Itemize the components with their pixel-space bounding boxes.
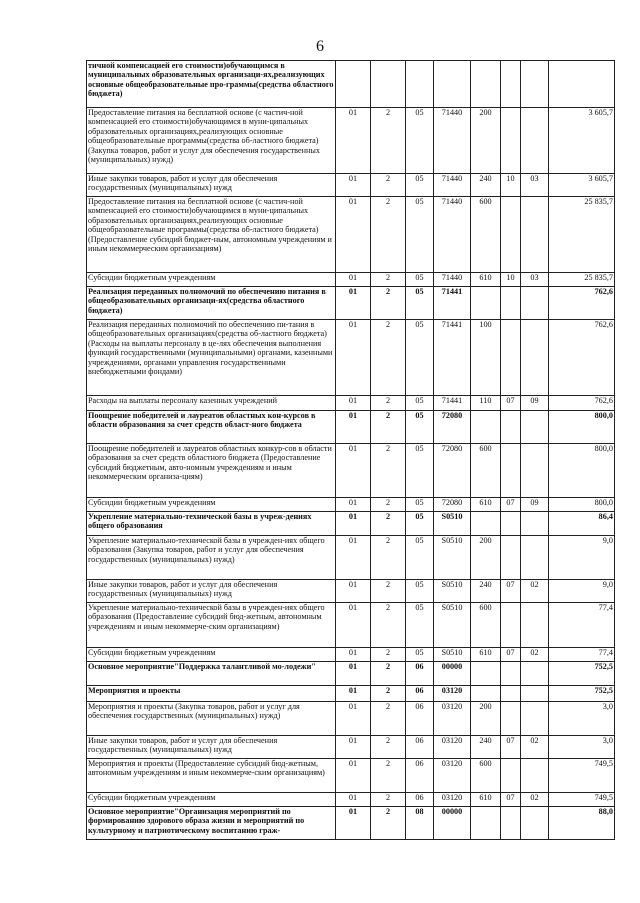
subprogram-code-cell: 2: [371, 807, 406, 840]
main-event-code-cell: 05: [406, 536, 434, 580]
main-event-code-cell: 05: [406, 603, 434, 648]
subsection-code-cell: [521, 603, 549, 648]
subprogram-code-cell: 2: [371, 603, 406, 648]
subsection-code-cell: [521, 686, 549, 702]
table-row: [87, 444, 615, 498]
amount-cell: 3 605,7: [549, 174, 615, 197]
section-code-cell: [501, 702, 521, 736]
expense-type-code-cell: 600: [471, 603, 501, 648]
expense-type-code-cell: [471, 807, 501, 840]
table-row: [87, 108, 615, 174]
subprogram-code-cell: 2: [371, 498, 406, 512]
subprogram-code-cell: 2: [371, 512, 406, 536]
section-code-cell: [501, 662, 521, 686]
direction-code-cell: 00000: [434, 662, 471, 686]
program-code-cell: 01: [336, 686, 371, 702]
program-code-cell: 01: [336, 498, 371, 512]
main-event-code-cell: 06: [406, 662, 434, 686]
subsection-code-cell: 09: [521, 396, 549, 411]
main-event-code-cell: 06: [406, 759, 434, 793]
expense-type-code-cell: 610: [471, 273, 501, 287]
row-name-cell: Реализация переданных полномочий по обеспечению питания в общеобразовательных организаци-ях(средства областного бюджета): [87, 287, 336, 320]
program-code-cell: 01: [336, 174, 371, 197]
expense-type-code-cell: 240: [471, 174, 501, 197]
row-name-cell: Субсидии бюджетным учреждениям: [87, 648, 336, 662]
main-event-code-cell: 06: [406, 793, 434, 807]
expense-type-code-cell: [471, 686, 501, 702]
direction-code-cell: 72080: [434, 444, 471, 498]
section-code-cell: [501, 536, 521, 580]
amount-cell: 3,0: [549, 702, 615, 736]
direction-code-cell: 00000: [434, 807, 471, 840]
expense-type-code-cell: [471, 662, 501, 686]
main-event-code-cell: [406, 61, 434, 108]
subsection-code-cell: [521, 759, 549, 793]
row-name-cell: Мероприятия и проекты (Закупка товаров, работ и услуг для обеспечения государственных (муниципальных) нужд): [87, 702, 336, 736]
section-code-cell: [501, 411, 521, 444]
subprogram-code-cell: 2: [371, 444, 406, 498]
table-row: [87, 512, 615, 536]
subprogram-code-cell: 2: [371, 736, 406, 759]
row-name-cell: Иные закупки товаров, работ и услуг для обеспечения государственных (муниципальных) нужд: [87, 580, 336, 603]
expense-type-code-cell: 600: [471, 197, 501, 273]
row-name-cell: Укрепление материально-технической базы в учрежден-иях общего образования (Предоставление субсидий бюд-жетным, автономным учреждениям и иным некоммерче-ским организациям): [87, 603, 336, 648]
subprogram-code-cell: 2: [371, 662, 406, 686]
row-name-cell: Иные закупки товаров, работ и услуг для обеспечения государственных (муниципальных) нужд: [87, 736, 336, 759]
program-code-cell: 01: [336, 108, 371, 174]
section-code-cell: 07: [501, 736, 521, 759]
direction-code-cell: S0510: [434, 580, 471, 603]
amount-cell: 762,6: [549, 287, 615, 320]
main-event-code-cell: 06: [406, 736, 434, 759]
row-name-cell: Реализация переданных полномочий по обеспечению пи-тания в общеобразовательных организациях(средства об-ластного бюджета) (Расходы на выплаты персоналу в це-лях обеспечения выполнения функций государственными (муниципальными) органами, казенными учреждениями, органами управления государственными внебюджетными фондами): [87, 320, 336, 396]
amount-cell: 749,5: [549, 759, 615, 793]
amount-cell: 3,0: [549, 736, 615, 759]
section-code-cell: [501, 807, 521, 840]
subsection-code-cell: [521, 287, 549, 320]
section-code-cell: [501, 108, 521, 174]
row-name-cell: Субсидии бюджетным учреждениям: [87, 793, 336, 807]
row-name-cell: Мероприятия и проекты: [87, 686, 336, 702]
table-row: [87, 498, 615, 512]
section-code-cell: [501, 197, 521, 273]
row-name-cell: Предоставление питания на бесплатной основе (с частич-ной компенсацией его стоимости)обучающимся в муни-ципальных образовательных организациях,реализующих основные общеобразовательные программы(средства об-ластного бюджета) (Предоставление субсидий бюджет-ным, автономным учреждениям и иным некоммерческим организациям): [87, 197, 336, 273]
main-event-code-cell: 05: [406, 174, 434, 197]
subprogram-code-cell: 2: [371, 273, 406, 287]
amount-cell: 9,0: [549, 536, 615, 580]
program-code-cell: 01: [336, 287, 371, 320]
main-event-code-cell: 05: [406, 197, 434, 273]
section-code-cell: [501, 444, 521, 498]
program-code-cell: 01: [336, 197, 371, 273]
expense-type-code-cell: [471, 287, 501, 320]
subsection-code-cell: [521, 61, 549, 108]
expense-type-code-cell: 600: [471, 759, 501, 793]
row-name-cell: Основное мероприятие"Поддержка талантливой мо-лодежи": [87, 662, 336, 686]
row-name-cell: Поощрение победителей и лауреатов областных конкур-сов в области образования за счет средств областного бюджета (Предоставление субсидий бюджетным, авто-номным учреждениям и иным некоммерческим организа-циям): [87, 444, 336, 498]
direction-code-cell: 72080: [434, 498, 471, 512]
amount-cell: 77,4: [549, 648, 615, 662]
amount-cell: 762,6: [549, 320, 615, 396]
main-event-code-cell: 05: [406, 498, 434, 512]
direction-code-cell: [434, 61, 471, 108]
amount-cell: 88,0: [549, 807, 615, 840]
direction-code-cell: 72080: [434, 411, 471, 444]
direction-code-cell: 71440: [434, 197, 471, 273]
amount-cell: 9,0: [549, 580, 615, 603]
subsection-code-cell: 09: [521, 498, 549, 512]
table-row: [87, 197, 615, 273]
row-name-cell: Субсидии бюджетным учреждениям: [87, 498, 336, 512]
table-row: [87, 273, 615, 287]
table-row: [87, 662, 615, 686]
main-event-code-cell: 05: [406, 396, 434, 411]
amount-cell: 800,0: [549, 444, 615, 498]
section-code-cell: 07: [501, 580, 521, 603]
section-code-cell: 10: [501, 174, 521, 197]
expense-type-code-cell: [471, 512, 501, 536]
subsection-code-cell: [521, 702, 549, 736]
main-event-code-cell: 05: [406, 444, 434, 498]
direction-code-cell: 03120: [434, 736, 471, 759]
program-code-cell: 01: [336, 320, 371, 396]
direction-code-cell: 71440: [434, 273, 471, 287]
main-event-code-cell: 06: [406, 702, 434, 736]
section-code-cell: 07: [501, 396, 521, 411]
main-event-code-cell: 05: [406, 273, 434, 287]
expense-type-code-cell: 610: [471, 498, 501, 512]
table-row: [87, 648, 615, 662]
table-row: [87, 702, 615, 736]
expense-type-code-cell: 240: [471, 736, 501, 759]
row-name-cell: Основное мероприятие"Организация мероприятий по формированию здорового образа жизни и мероприятий по культурному и патриотическому воспитанию граж-: [87, 807, 336, 840]
amount-cell: 86,4: [549, 512, 615, 536]
program-code-cell: 01: [336, 396, 371, 411]
subsection-code-cell: [521, 512, 549, 536]
section-code-cell: 10: [501, 273, 521, 287]
section-code-cell: [501, 686, 521, 702]
main-event-code-cell: 08: [406, 807, 434, 840]
direction-code-cell: 03120: [434, 793, 471, 807]
table-row: [87, 736, 615, 759]
table-row: [87, 580, 615, 603]
table-row: [87, 793, 615, 807]
expense-type-code-cell: 610: [471, 793, 501, 807]
table-row: [87, 603, 615, 648]
amount-cell: [549, 61, 615, 108]
row-name-cell: Укрепление материально-технической базы в учрежден-иях общего образования (Закупка товаров, работ и услуг для обеспечения государственных (муниципальных) нужд): [87, 536, 336, 580]
program-code-cell: 01: [336, 793, 371, 807]
section-code-cell: [501, 61, 521, 108]
section-code-cell: [501, 287, 521, 320]
subsection-code-cell: [521, 108, 549, 174]
expense-type-code-cell: 610: [471, 648, 501, 662]
table-row: [87, 536, 615, 580]
section-code-cell: [501, 759, 521, 793]
subsection-code-cell: [521, 197, 549, 273]
subsection-code-cell: 02: [521, 648, 549, 662]
direction-code-cell: S0510: [434, 603, 471, 648]
section-code-cell: [501, 603, 521, 648]
main-event-code-cell: 06: [406, 686, 434, 702]
subprogram-code-cell: 2: [371, 287, 406, 320]
program-code-cell: 01: [336, 411, 371, 444]
subsection-code-cell: [521, 536, 549, 580]
table-row: [87, 686, 615, 702]
amount-cell: 800,0: [549, 411, 615, 444]
amount-cell: 800,0: [549, 498, 615, 512]
expense-type-code-cell: 200: [471, 536, 501, 580]
table-row: [87, 287, 615, 320]
amount-cell: 749,5: [549, 793, 615, 807]
row-name-cell: Укрепление материально-технической базы в учреж-дениях общего образования: [87, 512, 336, 536]
main-event-code-cell: 05: [406, 411, 434, 444]
subsection-code-cell: 02: [521, 736, 549, 759]
table-row: [87, 411, 615, 444]
direction-code-cell: 03120: [434, 686, 471, 702]
direction-code-cell: 71441: [434, 287, 471, 320]
row-name-cell: Иные закупки товаров, работ и услуг для обеспечения государственных (муниципальных) нужд: [87, 174, 336, 197]
program-code-cell: 01: [336, 736, 371, 759]
subsection-code-cell: 03: [521, 174, 549, 197]
amount-cell: 3 605,7: [549, 108, 615, 174]
program-code-cell: 01: [336, 580, 371, 603]
subprogram-code-cell: 2: [371, 793, 406, 807]
subprogram-code-cell: 2: [371, 411, 406, 444]
subprogram-code-cell: 2: [371, 759, 406, 793]
subprogram-code-cell: 2: [371, 536, 406, 580]
row-name-cell: Расходы на выплаты персоналу казенных учреждений: [87, 396, 336, 411]
table-row: [87, 320, 615, 396]
program-code-cell: 01: [336, 273, 371, 287]
subsection-code-cell: 03: [521, 273, 549, 287]
direction-code-cell: S0510: [434, 648, 471, 662]
row-name-cell: Поощрение победителей и лауреатов областных кон-курсов в области образования за счет средств област-ного бюджета: [87, 411, 336, 444]
direction-code-cell: S0510: [434, 512, 471, 536]
program-code-cell: 01: [336, 759, 371, 793]
subprogram-code-cell: [371, 61, 406, 108]
program-code-cell: 01: [336, 444, 371, 498]
row-name-cell: Предоставление питания на бесплатной основе (с частич-ной компенсацией его стоимости)обучающимся в муни-ципальных образовательных организациях,реализующих основные общеобразовательные программы(средства об-ластного бюджета) (Закупка товаров, работ и услуг для обеспечения государственных (муниципальных) нужд): [87, 108, 336, 174]
program-code-cell: 01: [336, 512, 371, 536]
row-name-cell: Субсидии бюджетным учреждениям: [87, 273, 336, 287]
section-code-cell: 07: [501, 498, 521, 512]
subsection-code-cell: [521, 444, 549, 498]
subprogram-code-cell: 2: [371, 108, 406, 174]
main-event-code-cell: 05: [406, 580, 434, 603]
direction-code-cell: 03120: [434, 702, 471, 736]
expense-type-code-cell: 240: [471, 580, 501, 603]
amount-cell: 752,5: [549, 662, 615, 686]
program-code-cell: 01: [336, 648, 371, 662]
subprogram-code-cell: 2: [371, 702, 406, 736]
table-row: [87, 396, 615, 411]
expense-type-code-cell: 200: [471, 108, 501, 174]
section-code-cell: [501, 512, 521, 536]
subprogram-code-cell: 2: [371, 396, 406, 411]
table-row: [87, 759, 615, 793]
amount-cell: 752,5: [549, 686, 615, 702]
subsection-code-cell: [521, 807, 549, 840]
subprogram-code-cell: 2: [371, 648, 406, 662]
table-row: [87, 807, 615, 840]
subsection-code-cell: [521, 320, 549, 396]
subprogram-code-cell: 2: [371, 686, 406, 702]
program-code-cell: [336, 61, 371, 108]
direction-code-cell: S0510: [434, 536, 471, 580]
subprogram-code-cell: 2: [371, 197, 406, 273]
subprogram-code-cell: 2: [371, 174, 406, 197]
expense-type-code-cell: [471, 411, 501, 444]
main-event-code-cell: 05: [406, 287, 434, 320]
row-name-cell: Мероприятия и проекты (Предоставление субсидий бюд-жетным, автономным учреждениям и иным некоммерче-ским организациям): [87, 759, 336, 793]
section-code-cell: 07: [501, 648, 521, 662]
program-code-cell: 01: [336, 662, 371, 686]
direction-code-cell: 71440: [434, 108, 471, 174]
main-event-code-cell: 05: [406, 512, 434, 536]
expense-type-code-cell: 100: [471, 320, 501, 396]
table-row: [87, 174, 615, 197]
main-event-code-cell: 05: [406, 108, 434, 174]
direction-code-cell: 71441: [434, 396, 471, 411]
subsection-code-cell: 02: [521, 580, 549, 603]
subsection-code-cell: [521, 662, 549, 686]
section-code-cell: 07: [501, 793, 521, 807]
direction-code-cell: 71441: [434, 320, 471, 396]
budget-table-body: [87, 61, 615, 840]
table-row: [87, 61, 615, 108]
subprogram-code-cell: 2: [371, 580, 406, 603]
amount-cell: 25 835,7: [549, 273, 615, 287]
expense-type-code-cell: 110: [471, 396, 501, 411]
expense-type-code-cell: [471, 61, 501, 108]
direction-code-cell: 71440: [434, 174, 471, 197]
page-number: 6: [316, 38, 324, 55]
program-code-cell: 01: [336, 603, 371, 648]
expense-type-code-cell: 600: [471, 444, 501, 498]
main-event-code-cell: 05: [406, 648, 434, 662]
amount-cell: 25 835,7: [549, 197, 615, 273]
subsection-code-cell: 02: [521, 793, 549, 807]
budget-table: [86, 60, 615, 840]
amount-cell: 77,4: [549, 603, 615, 648]
program-code-cell: 01: [336, 702, 371, 736]
direction-code-cell: 03120: [434, 759, 471, 793]
program-code-cell: 01: [336, 807, 371, 840]
subsection-code-cell: [521, 411, 549, 444]
expense-type-code-cell: 200: [471, 702, 501, 736]
program-code-cell: 01: [336, 536, 371, 580]
section-code-cell: [501, 320, 521, 396]
row-name-cell: тичной компенсацией его стоимости)обучающимся в муниципальных образовательных организаци-ях,реализующих основные общеобразовательные про-граммы(средства областного бюджета): [87, 61, 336, 108]
main-event-code-cell: 05: [406, 320, 434, 396]
subprogram-code-cell: 2: [371, 320, 406, 396]
amount-cell: 762,6: [549, 396, 615, 411]
